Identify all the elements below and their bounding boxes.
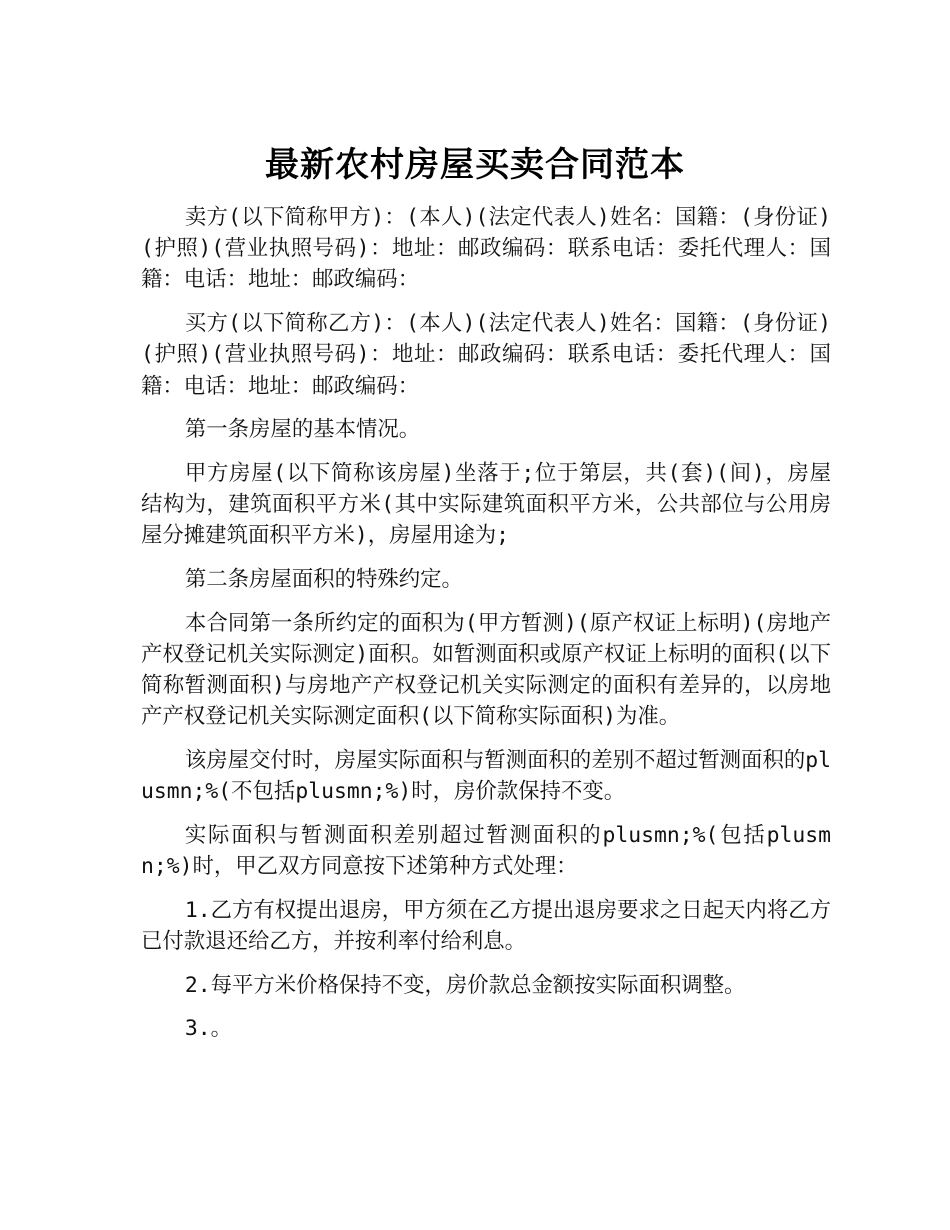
option-2-paragraph: 2.每平方米价格保持不变，房价款总金额按实际面积调整。 (184, 972, 746, 998)
article-1-paragraph: 甲方房屋(以下简称该房屋)坐落于;位于第层，共(套)(间)，房屋结构为，建筑面积平方米(其中实际建筑面积平方米，公共部位与公用房屋分摊建筑面积平方米)，房屋用途为; (141, 460, 831, 549)
buyer-paragraph: 买方(以下简称乙方)：(本人)(法定代表人)姓名：国籍：(身份证)(护照)(营业执照号码)：地址：邮政编码：联系电话：委托代理人：国籍：电话：地址：邮政编码： (141, 311, 831, 399)
area-difference-paragraph: 该房屋交付时，房屋实际面积与暂测面积的差别不超过暂测面积的plusmn;%(不包括plusmn;%)时，房价款保持不变。 (141, 748, 831, 805)
option-1-paragraph: 1.乙方有权提出退房，甲方须在乙方提出退房要求之日起天内将乙方已付款退还给乙方，并按利率付给利息。 (141, 897, 831, 955)
document-body (141, 202, 831, 1057)
area-excess-paragraph: 实际面积与暂测面积差别超过暂测面积的plusmn;%(包括plusmn;%)时，甲乙双方同意按下述第种方式处理： (141, 822, 831, 880)
seller-paragraph: 卖方(以下简称甲方)：(本人)(法定代表人)姓名：国籍：(身份证)(护照)(营业执照号码)：地址：邮政编码：联系电话：委托代理人：国籍：电话：地址：邮政编码： (141, 205, 831, 293)
document-title: 最新农村房屋买卖合同范本 (265, 144, 685, 185)
article-2-heading: 第二条房屋面积的特殊约定。 (184, 567, 463, 593)
option-3-paragraph: 3.。 (184, 1016, 233, 1042)
article-1-heading: 第一条房屋的基本情况。 (184, 417, 421, 443)
article-2-paragraph: 本合同第一条所约定的面积为(甲方暂测)(原产权证上标明)(房地产产权登记机关实际测定)面积。如暂测面积或原产权证上标明的面积(以下简称暂测面积)与房地产产权登记机关实际测定的面积有差异的，以房地产产权登记机关实际测定面积(以下简称实际面积)为准。 (141, 610, 831, 730)
